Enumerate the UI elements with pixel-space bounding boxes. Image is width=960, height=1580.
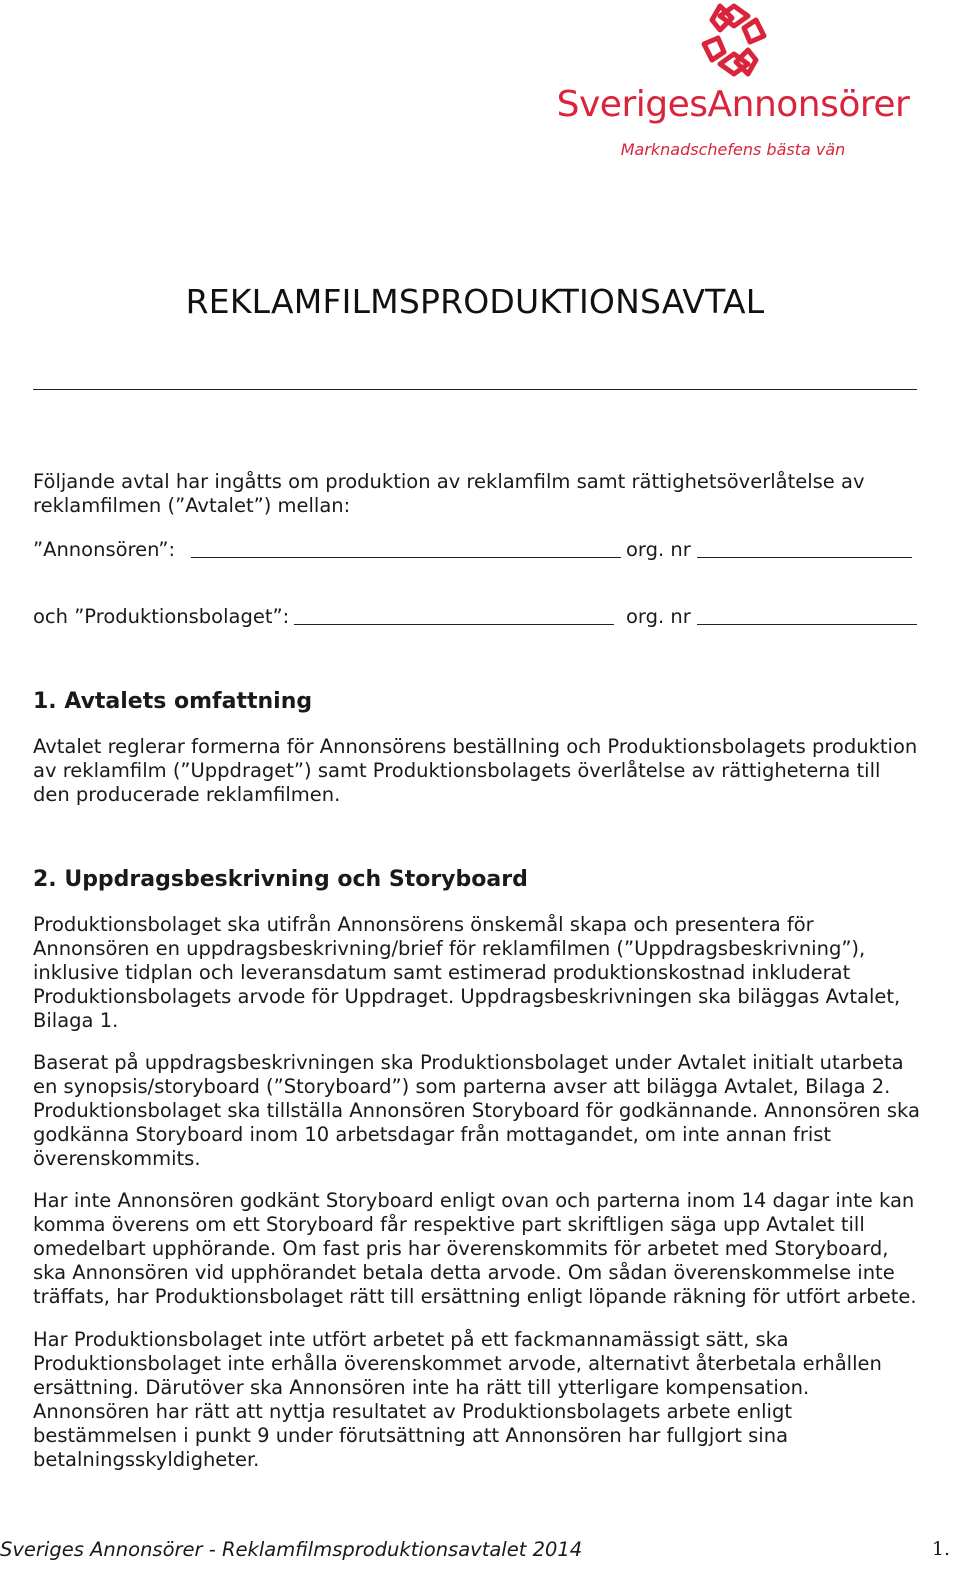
document-title: REKLAMFILMSPRODUKTIONSAVTAL <box>185 282 765 321</box>
section-2-paragraph-4: Har Produktionsbolaget inte utfört arbetet på ett fackmannamässigt sätt, ska Produktionsbolaget inte erhålla överenskommet arvode, alternativt återbetala erhållen ersättning. Därutöver ska Annonsören inte ha rätt till ytterligare kompensation. Annonsören har rätt att nyttja resultatet av Produktionsbolagets arbete enligt bestämmelsen i punkt 9 under förutsättning att Annonsören har fullgjort sina betalningsskyldigheter. <box>33 1328 882 1471</box>
page-footer: Sveriges Annonsörer - Reklamfilmsproduktionsavtalet 2014 <box>0 1538 583 1561</box>
section-2-paragraph-3: Har inte Annonsören godkänt Storyboard enligt ovan och parterna inom 14 dagar inte kan komma överens om ett Storyboard får respektive part skriftligen säga upp Avtalet till omedelbart upphörande. Om fast pris har överenskommits för arbetet med Storyboard, ska Annonsören vid upphörandet betala detta arvode. Om sådan överenskommelse inte träffats, har Produktionsbolaget rätt till ersättning enligt löpande räkning för utfört arbete. <box>33 1189 917 1308</box>
logo-brand-name: SverigesAnnonsörer <box>556 84 910 125</box>
org-nr-label-1: org. nr <box>626 538 691 561</box>
section-2-paragraph-2: Baserat på uppdragsbeskrivningen ska Produktionsbolaget under Avtalet initialt utarbeta en synopsis/storyboard (”Storyboard”) som parterna avser att bilägga Avtalet, Bilaga 2. Produktionsbolaget ska tillställa Annonsören Storyboard för godkännande. Annonsören ska godkänna Storyboard inom 10 arbetsdagar från mottagandet, om inte annan frist överenskommits. <box>33 1051 920 1170</box>
annonsoren-org-nr-field[interactable] <box>697 557 912 558</box>
section-2-heading: 2. Uppdragsbeskrivning och Storyboard <box>33 867 528 892</box>
produktionsbolaget-org-nr-field[interactable] <box>697 624 917 625</box>
section-2-paragraph-1: Produktionsbolaget ska utifrån Annonsörens önskemål skapa och presentera för Annonsören en uppdragsbeskrivning/brief för reklamfilmen (”Uppdragsbeskrivning”), inklusive tidplan och leveransdatum samt estimerad produktionskostnad inkluderat Produktionsbolagets arvode för Uppdraget. Uppdragsbeskrivningen ska biläggas Avtalet, Bilaga 1. <box>33 913 901 1032</box>
party-label-annonsoren: ”Annonsören”: <box>33 538 176 561</box>
produktionsbolaget-name-field[interactable] <box>294 624 614 625</box>
logo-tagline: Marknadschefens bästa vän <box>620 140 846 159</box>
section-1-heading: 1. Avtalets omfattning <box>33 689 313 714</box>
org-nr-label-2: org. nr <box>626 605 691 628</box>
title-divider <box>33 389 917 390</box>
brand-logo <box>548 0 918 170</box>
intro-paragraph: Följande avtal har ingåtts om produktion av reklamfilm samt rättighetsöverlåtelse av reklamfilmen (”Avtalet”) mellan: <box>33 470 865 517</box>
section-1-paragraph-1: Avtalet reglerar formerna för Annonsörens beställning och Produktionsbolagets produktion av reklamfilm (”Uppdraget”) samt Produktionsbolagets överlåtelse av rättigheterna till den producerade reklamfilmen. <box>33 735 918 806</box>
annonsoren-name-field[interactable] <box>191 557 621 558</box>
logo-mark-icon <box>698 2 770 78</box>
page-number: 1. <box>931 1538 950 1560</box>
party-label-produktionsbolaget: och ”Produktionsbolaget”: <box>33 605 290 628</box>
